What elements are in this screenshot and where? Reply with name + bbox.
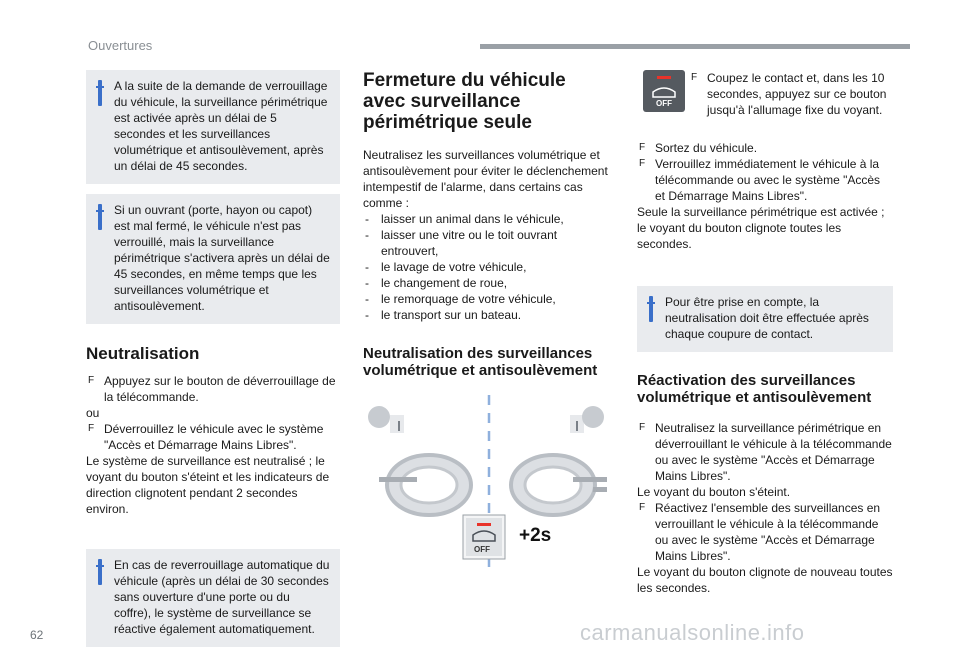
list-item xyxy=(86,373,340,405)
dash-icon: - xyxy=(365,212,369,226)
info-note-each-shutdown xyxy=(637,286,893,352)
heading-neutralisation: Neutralisation xyxy=(86,344,200,363)
bullet-icon: F xyxy=(88,375,95,386)
cabin-illustration-svg xyxy=(363,395,613,570)
heading-perimeter-only: Fermeture du véhicule avec surveillance périmétrique seule xyxy=(363,70,566,133)
bullet-icon: F xyxy=(639,502,646,513)
dash-icon: - xyxy=(365,308,369,322)
right-steering-wheel-icon xyxy=(511,455,595,515)
info-note-open-door xyxy=(86,194,340,324)
heading-reactivation: Réactivation des surveillances volumétrique et antisoulèvement xyxy=(637,372,872,406)
case-list xyxy=(363,211,613,323)
page-number: 62 xyxy=(30,628,44,642)
note-text: A la suite de la demande de verrouillage du véhicule, la surveillance périmétrique est activée après un délai de 5 secondes et les surveillances volumétrique et antisoulèvement, après un délai de 45 secondes. xyxy=(114,79,328,173)
section-title: Ouvertures xyxy=(88,38,153,53)
bullet-icon: F xyxy=(88,423,95,434)
dash-icon: - xyxy=(365,260,369,274)
list-item xyxy=(363,227,613,259)
right-seat-icon xyxy=(570,406,604,433)
item-text: laisser une vitre ou le toit ouvrant entrouvert, xyxy=(381,228,558,258)
list-item xyxy=(86,421,340,453)
dash-icon: - xyxy=(365,276,369,290)
perimeter-active-text: Seule la surveillance périmétrique est activée ; le voyant du bouton clignote toutes les secondes. xyxy=(637,205,885,251)
item-text: Déverrouillez le véhicule avec le système "Accès et Démarrage Mains Libres". xyxy=(104,422,324,452)
item-text: Neutralisez la surveillance périmétrique en déverrouillant le véhicule à la télécommande ou avec le système "Accès et Démarrage Mains Libres". xyxy=(655,421,892,483)
note-text: En cas de reverrouillage automatique du véhicule (après un délai de 30 secondes sans ouverture d'une porte ou du coffre), le système de surveillance se réactive également automatiquement. xyxy=(114,558,330,636)
bullet-icon: F xyxy=(639,158,646,169)
info-note-relock xyxy=(86,549,340,647)
left-steering-wheel-icon xyxy=(387,455,471,515)
dash-icon: - xyxy=(365,228,369,242)
heading-neutralise-volumetric: Neutralisation des surveillances volumétrique et antisoulèvement xyxy=(363,345,598,379)
item-text: le lavage de votre véhicule, xyxy=(381,260,527,274)
intro-text: Neutralisez les surveillances volumétrique et antisoulèvement pour éviter le déclenchement intempestif de l'alarme, dans certains cas comme : xyxy=(363,148,608,210)
item-text: Sortez du véhicule. xyxy=(655,141,758,155)
step1-block xyxy=(637,70,893,134)
reactivation-text-2: Le voyant du bouton clignote de nouveau toutes les secondes. xyxy=(637,565,893,595)
item-text: le transport sur un bateau. xyxy=(381,308,522,322)
item-text: le changement de roue, xyxy=(381,276,508,290)
off-label: OFF xyxy=(474,545,490,554)
or-text: ou xyxy=(86,406,100,420)
column-middle xyxy=(363,70,613,570)
item-text: Verrouillez immédiatement le véhicule à la télécommande ou avec le système "Accès et Démarrage Mains Libres". xyxy=(655,157,881,203)
list-item xyxy=(363,275,613,291)
item-text: le remorquage de votre véhicule, xyxy=(381,292,556,306)
left-seat-icon xyxy=(368,406,404,433)
list-item xyxy=(363,307,613,323)
bullet-icon: F xyxy=(639,422,646,433)
column-right xyxy=(637,70,893,596)
right-vent-2 xyxy=(593,487,607,492)
item-text: Coupez le contact et, dans les 10 secondes, appuyez sur ce bouton jusqu'à l'allumage fixe du voyant. xyxy=(707,71,887,117)
info-note-delays xyxy=(86,70,340,184)
cabin-illustration xyxy=(363,395,613,570)
info-icon xyxy=(98,559,102,585)
info-icon xyxy=(98,204,102,230)
list-item xyxy=(637,156,893,204)
info-icon xyxy=(98,80,102,106)
duration-label: +2s xyxy=(519,525,552,546)
list-item xyxy=(637,140,893,156)
list-item xyxy=(363,211,613,227)
dash-icon: - xyxy=(365,292,369,306)
note-text: Si un ouvrant (porte, hayon ou capot) est mal fermé, le véhicule n'est pas verrouillé, mais la surveillance périmétrique s'activera après un délai de 45 secondes, en même temps que les surveillances volumétrique et antisoulèvement. xyxy=(114,203,330,313)
info-icon xyxy=(649,296,653,322)
left-vent xyxy=(379,477,417,482)
list-item xyxy=(689,70,893,118)
bullet-icon: F xyxy=(691,72,698,83)
item-text: laisser un animal dans le véhicule, xyxy=(381,212,564,226)
list-item xyxy=(637,500,893,564)
off-label: OFF xyxy=(656,99,672,108)
watermark: carmanualsonline.info xyxy=(580,620,805,645)
neutralised-text: Le système de surveillance est neutralisé ; le voyant du bouton s'éteint et les indicateurs de direction clignotent pendant 2 secondes environ. xyxy=(86,454,330,516)
item-text: Appuyez sur le bouton de déverrouillage de la télécommande. xyxy=(104,374,336,404)
right-vent xyxy=(573,477,607,482)
list-item xyxy=(363,259,613,275)
column-left xyxy=(86,70,340,647)
list-item xyxy=(363,291,613,307)
item-text: Réactivez l'ensemble des surveillances en verrouillant le véhicule à la télécommande ou avec le système "Accès et Démarrage Mains Libres". xyxy=(655,501,881,563)
alarm-off-button-icon xyxy=(643,70,685,112)
list-item xyxy=(637,420,893,484)
reactivation-text-1: Le voyant du bouton s'éteint. xyxy=(637,485,791,499)
note-text: Pour être prise en compte, la neutralisation doit être effectuée après chaque coupure de contact. xyxy=(665,295,869,341)
header-rule xyxy=(480,44,910,49)
bullet-icon: F xyxy=(639,142,646,153)
